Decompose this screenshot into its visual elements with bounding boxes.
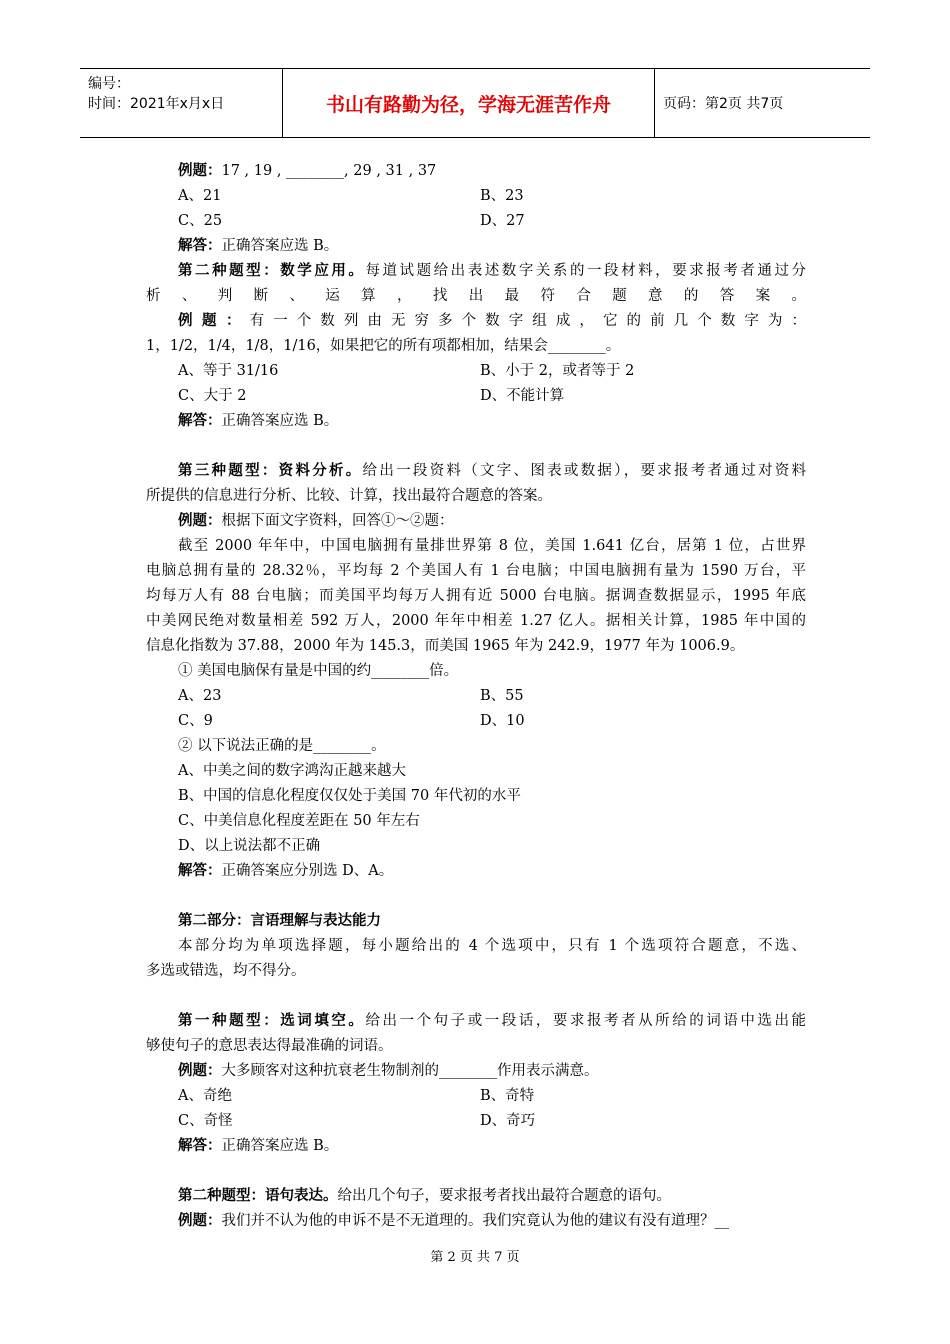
paragraph-line <box>178 736 386 756</box>
paragraph-line <box>178 161 436 181</box>
bold-lead: 解答： <box>178 862 222 879</box>
paragraph-line <box>178 261 806 281</box>
option-left: C、9 <box>178 713 213 729</box>
line-text: 有 一 个 数 列 由 无 穷 多 个 数 字 组 成 ， 它 的 前 几 个 数 字 为 ： <box>242 313 806 329</box>
bold-lead: 解答： <box>178 1137 222 1154</box>
paragraph-line <box>178 836 320 856</box>
paragraph-line <box>178 811 420 831</box>
bold-lead: 例题： <box>178 162 222 179</box>
line-text: 正确答案应选 B。 <box>221 238 339 254</box>
line-text: 我们并不认为他的申诉不是不无道理的。我们究竟认为他的建议有没有道理？__ <box>221 1213 729 1229</box>
text-line: 够使句子的意思表达得最准确的词语。 <box>146 1038 393 1054</box>
line-text: 根据下面文字资料，回答①～②题： <box>221 513 454 529</box>
bold-lead: 第二种题型：数学应用。 <box>178 262 366 279</box>
paragraph-line <box>178 536 806 556</box>
option-right: B、奇特 <box>480 1088 535 1104</box>
header-time-label: 时间：2021年x月x日 <box>88 96 225 112</box>
text-line: 析、判断、运算，找出最符合题意的答案。 <box>146 288 806 304</box>
paragraph-line <box>178 236 338 256</box>
paragraph-line <box>178 661 458 681</box>
page-footer: 第 2 页 共 7 页 <box>430 1250 520 1265</box>
paragraph-line <box>178 1136 338 1156</box>
line-text: 大多顾客对这种抗衰老生物制剂的________作用表示满意。 <box>221 1063 599 1079</box>
paragraph-line <box>178 1061 599 1081</box>
line-text: B、中国的信息化程度仅仅处于美国 70 年代初的水平 <box>178 788 521 804</box>
paragraph-line <box>178 311 806 331</box>
option-right: D、10 <box>480 713 525 729</box>
line-text: 截至 2000 年年中，中国电脑拥有量排世界第 8 位，美国 1.641 亿台，居第 1 位，占世界 <box>178 538 806 554</box>
paragraph-line <box>178 911 381 931</box>
line-text: 每道试题给出表述数字关系的一段材料，要求报考者通过分 <box>365 263 807 279</box>
line-text: 给出一个句子或一段话，要求报考者从所给的词语中选出能 <box>365 1013 807 1029</box>
bold-lead: 解答： <box>178 412 222 429</box>
paragraph-line <box>178 1211 729 1231</box>
paragraph-line <box>178 936 806 956</box>
line-text: 正确答案应选 B。 <box>221 413 339 429</box>
bold-lead: 第二种题型：语句表达。 <box>178 1187 338 1204</box>
header-number-label: 编号： <box>88 76 130 92</box>
text-line: 所提供的信息进行分析、比较、计算，找出最符合题意的答案。 <box>146 488 552 504</box>
option-right: B、23 <box>480 188 524 204</box>
header-meta-cell <box>80 69 283 137</box>
line-text: A、中美之间的数字鸿沟正越来越大 <box>178 763 406 779</box>
bold-lead: 例题： <box>178 1212 222 1229</box>
text-line: 1，1/2，1/4，1/8，1/16，如果把它的所有项都相加，结果会________。 <box>146 338 621 354</box>
paragraph-line <box>178 1011 806 1031</box>
line-text: D、以上说法都不正确 <box>178 838 321 854</box>
option-left: C、奇怪 <box>178 1113 233 1129</box>
paragraph-line <box>178 786 521 806</box>
line-text: 给出一段资料（文字、图表或数据），要求报考者通过对资料 <box>362 463 806 479</box>
paragraph-line <box>178 411 338 431</box>
option-left: A、23 <box>178 688 222 704</box>
bold-lead: 第一种题型：选词填空。 <box>178 1012 366 1029</box>
option-right: D、27 <box>480 213 525 229</box>
page-header <box>80 68 870 138</box>
bold-lead: 第三种题型：资料分析。 <box>178 462 363 479</box>
bold-lead: 例题： <box>178 1062 222 1079</box>
paragraph-line <box>178 511 454 531</box>
paragraph-line <box>178 861 393 881</box>
text-line: 电脑总拥有量的 28.32％，平均每 2 个美国人有 1 台电脑；中国电脑拥有量为 1590 万台，平 <box>146 563 806 579</box>
text-line: 多选或错选，均不得分。 <box>146 963 306 979</box>
bold-lead: 例 题 ： <box>178 312 243 329</box>
option-left: A、21 <box>178 188 222 204</box>
option-right: B、55 <box>480 688 524 704</box>
option-right: B、小于 2，或者等于 2 <box>480 363 635 379</box>
line-text: C、中美信息化程度差距在 50 年左右 <box>178 813 420 829</box>
paragraph-line <box>178 761 406 781</box>
bold-lead: 第二部分：言语理解与表达能力 <box>178 912 381 929</box>
line-text: 给出几个句子，要求报考者找出最符合题意的语句。 <box>337 1188 671 1204</box>
option-left: A、奇绝 <box>178 1088 232 1104</box>
option-right: D、奇巧 <box>480 1113 536 1129</box>
header-page-info: 页码：第2页 共7页 <box>663 96 784 112</box>
line-text: ① 美国电脑保有量是中国的约________倍。 <box>178 663 459 679</box>
option-left: C、25 <box>178 213 223 229</box>
line-text: ② 以下说法正确的是________。 <box>178 738 386 754</box>
line-text: 本部分均为单项选择题，每小题给出的 4 个选项中，只有 1 个选项符合题意，不选、 <box>178 938 806 954</box>
header-motto: 书山有路勤为径，学海无涯苦作舟 <box>283 69 655 137</box>
paragraph-line <box>178 1186 671 1206</box>
text-line: 中美网民绝对数量相差 592 万人，2000 年年中相差 1.27 亿人。据相关计算，1985 年中国的 <box>146 613 806 629</box>
line-text: 正确答案应选 B。 <box>221 1138 339 1154</box>
option-right: D、不能计算 <box>480 388 565 404</box>
line-text: 17 , 19 , ________, 29 , 31 , 37 <box>221 163 437 179</box>
line-text: 正确答案应分别选 D、A。 <box>221 863 394 879</box>
option-left: C、大于 2 <box>178 388 247 404</box>
text-line: 均每万人有 88 台电脑；而美国平均每万人拥有近 5000 台电脑。据调查数据显示，1995 年底 <box>146 588 806 604</box>
bold-lead: 解答： <box>178 237 222 254</box>
paragraph-line <box>178 461 806 481</box>
option-left: A、等于 31/16 <box>178 363 279 379</box>
bold-lead: 例题： <box>178 512 222 529</box>
text-line: 信息化指数为 37.88，2000 年为 145.3，而美国 1965 年为 242.9，1977 年为 1006.9。 <box>146 638 745 654</box>
